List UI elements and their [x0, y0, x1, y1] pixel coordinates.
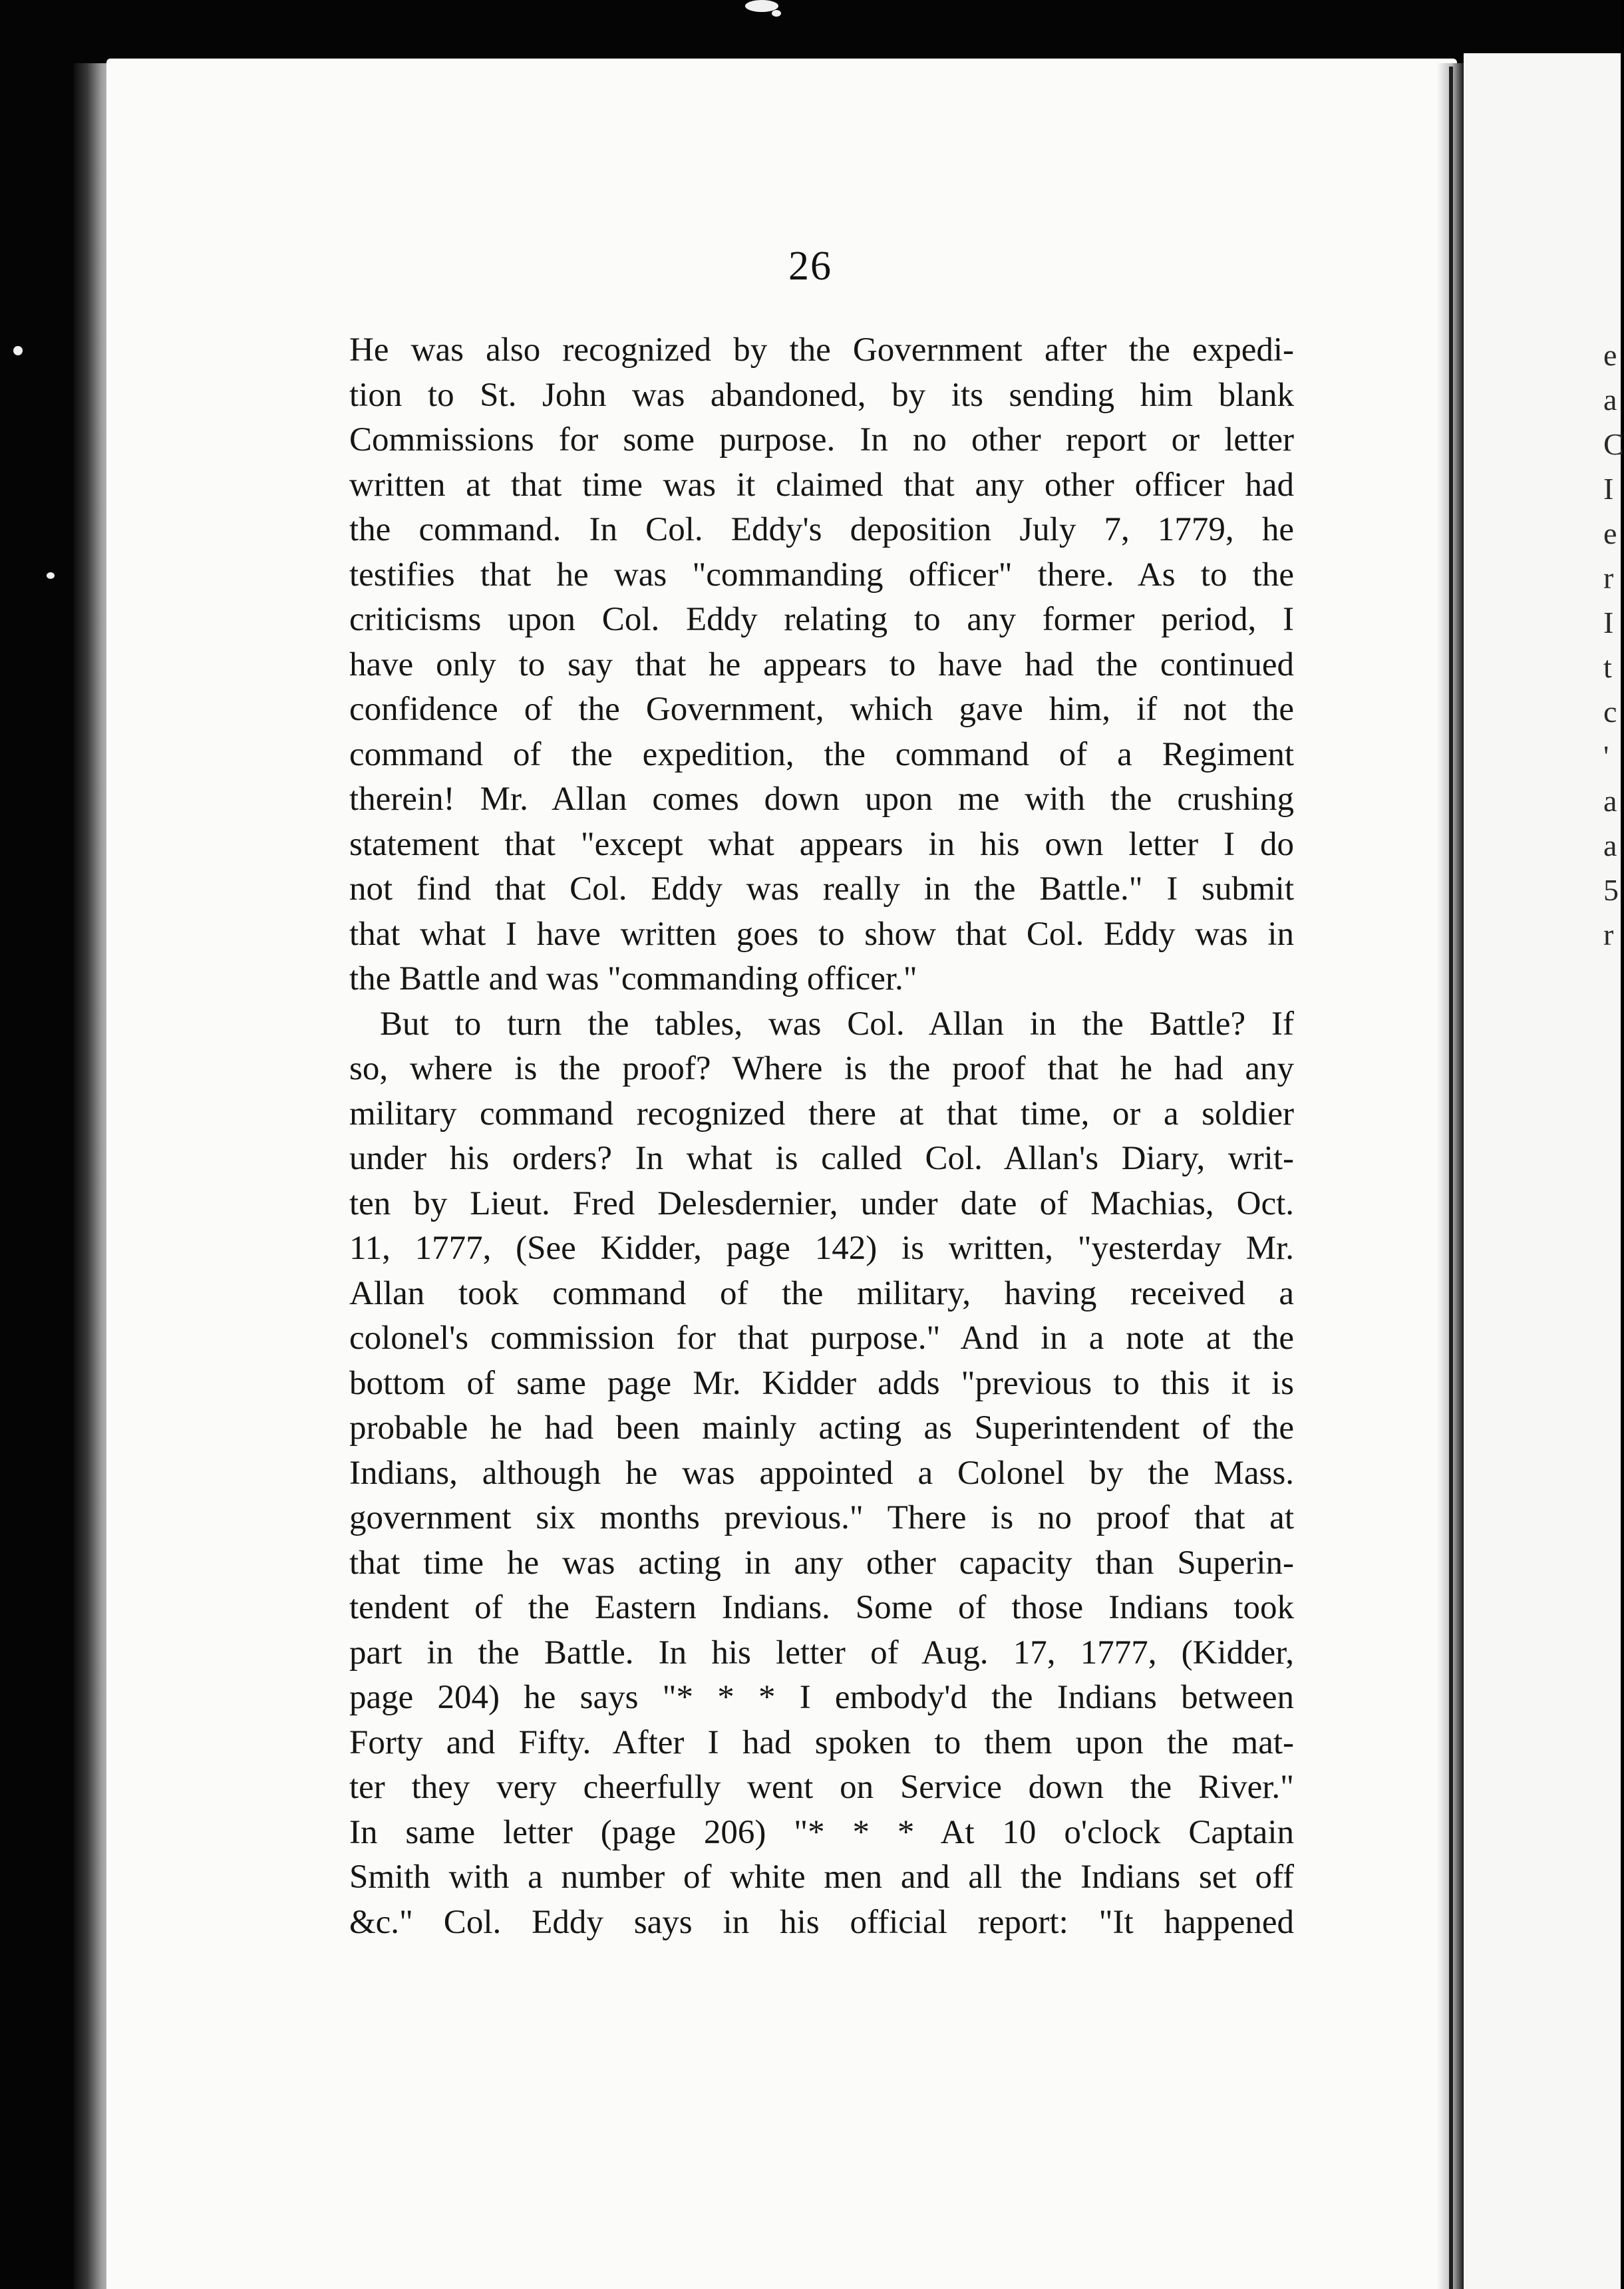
text-line: statement that "except what appears in his own letter I do	[349, 825, 1294, 863]
text-line: that time he was acting in any other capacity than Superin-	[349, 1544, 1294, 1582]
text-line: But to turn the tables, was Col. Allan in the Battle? If	[380, 1005, 1294, 1043]
text-line: written at that time was it claimed that any other officer had	[349, 466, 1294, 504]
text-line: In same letter (page 206) "* * * At 10 o'clock Captain	[349, 1813, 1294, 1851]
facing-page-edge-letter: I	[1603, 606, 1614, 639]
scan-speck	[47, 572, 55, 579]
facing-page-edge-letter: e	[1603, 516, 1617, 550]
facing-page-edge-letter: a	[1603, 828, 1617, 862]
text-line: confidence of the Government, which gave him, if not the	[349, 691, 1294, 728]
text-line: Smith with a number of white men and all the Indians set off	[349, 1858, 1294, 1896]
text-line: therein! Mr. Allan comes down upon me with the crushing	[349, 781, 1294, 818]
text-line: tion to St. John was abandoned, by its sending him blank	[349, 376, 1294, 414]
facing-page-edge-letter: r	[1603, 561, 1614, 595]
gutter-fold	[1449, 67, 1453, 2289]
page-number: 26	[788, 244, 832, 289]
text-line: &c." Col. Eddy says in his official report: "It happened	[349, 1903, 1294, 1941]
text-line: He was also recognized by the Government after the expedi-	[349, 331, 1294, 369]
facing-page-edge-letter: I	[1603, 472, 1614, 506]
text-line: government six months previous." There is no proof that at	[349, 1499, 1294, 1536]
text-line: tendent of the Eastern Indians. Some of those Indians took	[349, 1589, 1294, 1626]
facing-page-edge-letter: a	[1603, 383, 1617, 417]
text-line: ter they very cheerfully went on Service down the River."	[349, 1769, 1294, 1806]
facing-page	[1464, 53, 1624, 2289]
text-line: that what I have written goes to show that Col. Eddy was in	[349, 915, 1294, 953]
facing-page-edge-letter: C	[1603, 427, 1624, 461]
text-line: page 204) he says "* * * I embody'd the Indians between	[349, 1679, 1294, 1716]
facing-page-edge-letter: 5	[1603, 873, 1619, 907]
page-body-text	[349, 328, 1294, 1945]
text-line: colonel's commission for that purpose." And in a note at the	[349, 1320, 1294, 1357]
facing-page-edge-letter: c	[1603, 695, 1617, 729]
text-line: Forty and Fifty. After I had spoken to them upon the mat-	[349, 1723, 1294, 1761]
text-line: bottom of same page Mr. Kidder adds "previous to this it is	[349, 1364, 1294, 1402]
text-line: have only to say that he appears to have had the continued	[349, 645, 1294, 683]
text-line: not find that Col. Eddy was really in the Battle." I submit	[349, 870, 1294, 908]
text-line: the Battle and was "commanding officer."	[349, 960, 917, 997]
text-line: 11, 1777, (See Kidder, page 142) is written, "yesterday Mr.	[349, 1230, 1294, 1267]
facing-page-edge-letter: r	[1603, 918, 1614, 952]
facing-page-edge-letter: a	[1603, 784, 1617, 818]
text-line: Commissions for some purpose. In no other report or letter	[349, 421, 1294, 458]
text-line: part in the Battle. In his letter of Aug. 17, 1777, (Kidder,	[349, 1634, 1294, 1672]
facing-page-edge-letter: t	[1603, 650, 1612, 684]
text-line: Indians, although he was appointed a Colonel by the Mass.	[349, 1454, 1294, 1492]
text-line: command of the expedition, the command of a Regiment	[349, 735, 1294, 773]
text-line: probable he had been mainly acting as Superintendent of the	[349, 1409, 1294, 1447]
text-line: military command recognized there at that time, or a soldier	[349, 1095, 1294, 1133]
facing-page-edge-letter: e	[1603, 338, 1617, 372]
facing-page-edge-text	[1603, 333, 1624, 1597]
text-line: under his orders? In what is called Col. Allan's Diary, writ-	[349, 1140, 1294, 1177]
text-line: so, where is the proof? Where is the proof that he had any	[349, 1050, 1294, 1087]
text-line: criticisms upon Col. Eddy relating to any former period, I	[349, 601, 1294, 638]
text-line: the command. In Col. Eddy's deposition July 7, 1779, he	[349, 511, 1294, 548]
scan-speck	[772, 10, 781, 17]
text-line: ten by Lieut. Fred Delesdernier, under date of Machias, Oct.	[349, 1184, 1294, 1222]
scan-speck	[13, 346, 23, 355]
facing-page-edge-letter: '	[1603, 739, 1609, 773]
text-line: testifies that he was "commanding officer" there. As to the	[349, 556, 1294, 594]
text-line: Allan took command of the military, having received a	[349, 1274, 1294, 1312]
